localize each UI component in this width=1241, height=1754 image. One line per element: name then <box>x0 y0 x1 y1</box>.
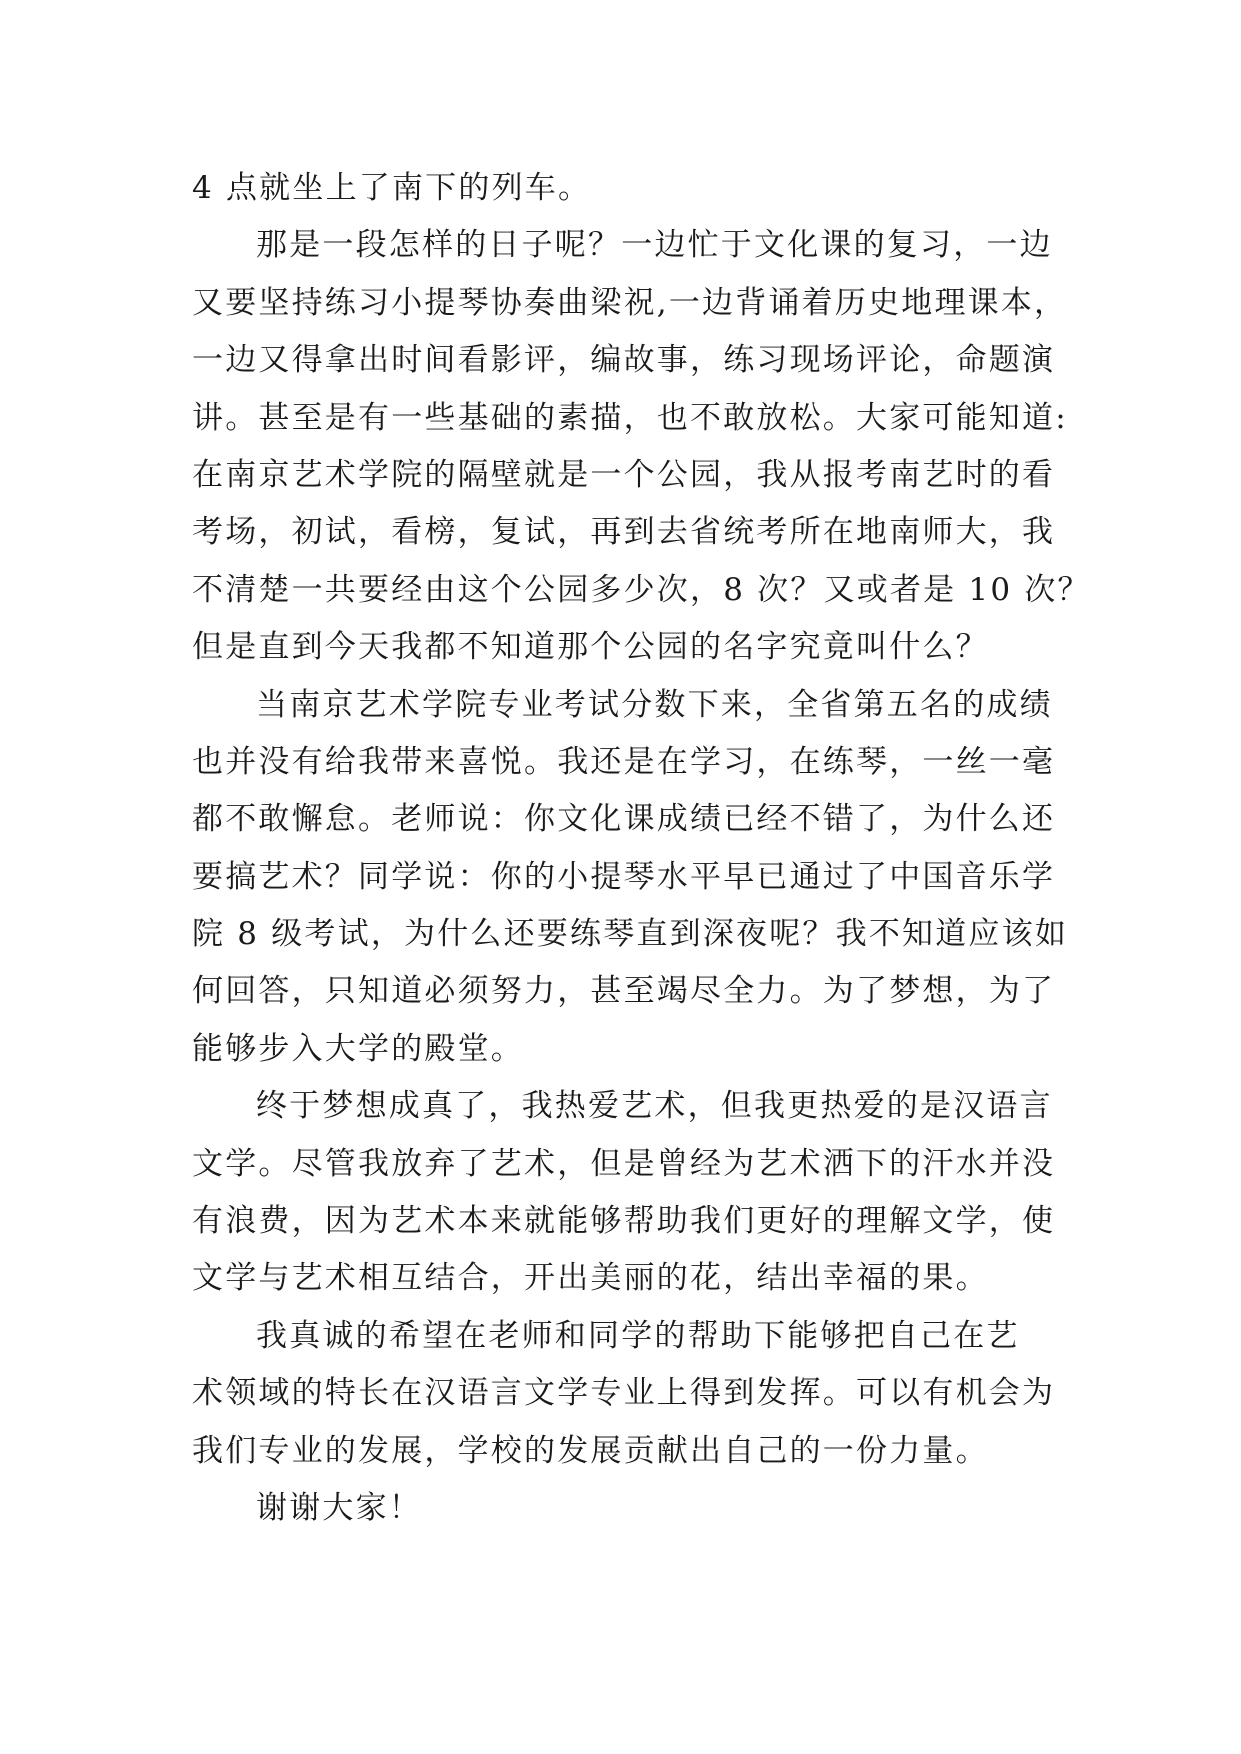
text-line: 讲。甚至是有一些基础的素描，也不敢放松。大家可能知道: <box>192 399 1068 436</box>
paragraph-start-line: 终于梦想成真了，我热爱艺术，但我更热爱的是汉语言 <box>256 1088 1053 1125</box>
text-line: 有浪费，因为艺术本来就能够帮助我们更好的理解文学，使 <box>192 1203 1056 1240</box>
paragraph-start-line: 当南京艺术学院专业考试分数下来，全省第五名的成绩 <box>256 686 1053 723</box>
text-line: 文学与艺术相互结合，开出美丽的花，结出幸福的果。 <box>192 1260 989 1297</box>
text-line: 术领域的特长在汉语言文学专业上得到发挥。可以有机会为 <box>192 1375 1056 1412</box>
text-line: 我们专业的发展，学校的发展贡献出自己的一份力量。 <box>192 1432 989 1469</box>
paragraph-start-line: 那是一段怎样的日子呢？一边忙于文化课的复习，一边 <box>256 227 1053 264</box>
text-line: 文学。尽管我放弃了艺术，但是曾经为艺术洒下的汗水并没 <box>192 1145 1056 1182</box>
text-line: 要搞艺术？同学说：你的小提琴水平早已通过了中国音乐学 <box>192 858 1056 895</box>
text-line: 院 8 级考试，为什么还要练琴直到深夜呢？我不知道应该如 <box>192 916 1069 953</box>
text-line: 但是直到今天我都不知道那个公园的名字究竟叫什么？ <box>192 629 989 666</box>
text-line: 不清楚一共要经由这个公园多少次，8 次？又或者是 10 次？ <box>192 571 1091 608</box>
text-line: 能够步入大学的殿堂。 <box>192 1030 524 1067</box>
text-line: 在南京艺术学院的隔壁就是一个公园，我从报考南艺时的看 <box>192 456 1056 493</box>
text-line: 4 点就坐上了南下的列车。 <box>192 170 592 206</box>
text-line: 何回答，只知道必须努力，甚至竭尽全力。为了梦想，为了 <box>192 973 1056 1010</box>
text-line: 又要坚持练习小提琴协奏曲梁祝,一边背诵着历史地理课本， <box>192 284 1068 321</box>
paragraph-start-line: 我真诚的希望在老师和同学的帮助下能够把自己在艺 <box>256 1317 1020 1354</box>
text-line: 一边又得拿出时间看影评，编故事，练习现场评论，命题演 <box>192 342 1056 379</box>
text-line: 也并没有给我带来喜悦。我还是在学习，在练琴，一丝一毫 <box>192 743 1056 780</box>
text-line: 都不敢懈怠。老师说：你文化课成绩已经不错了，为什么还 <box>192 801 1056 838</box>
text-line: 考场，初试，看榜，复试，再到去省统考所在地南师大，我 <box>192 514 1056 551</box>
document-body <box>192 160 1091 1537</box>
closing-line: 谢谢大家！ <box>256 1489 422 1526</box>
